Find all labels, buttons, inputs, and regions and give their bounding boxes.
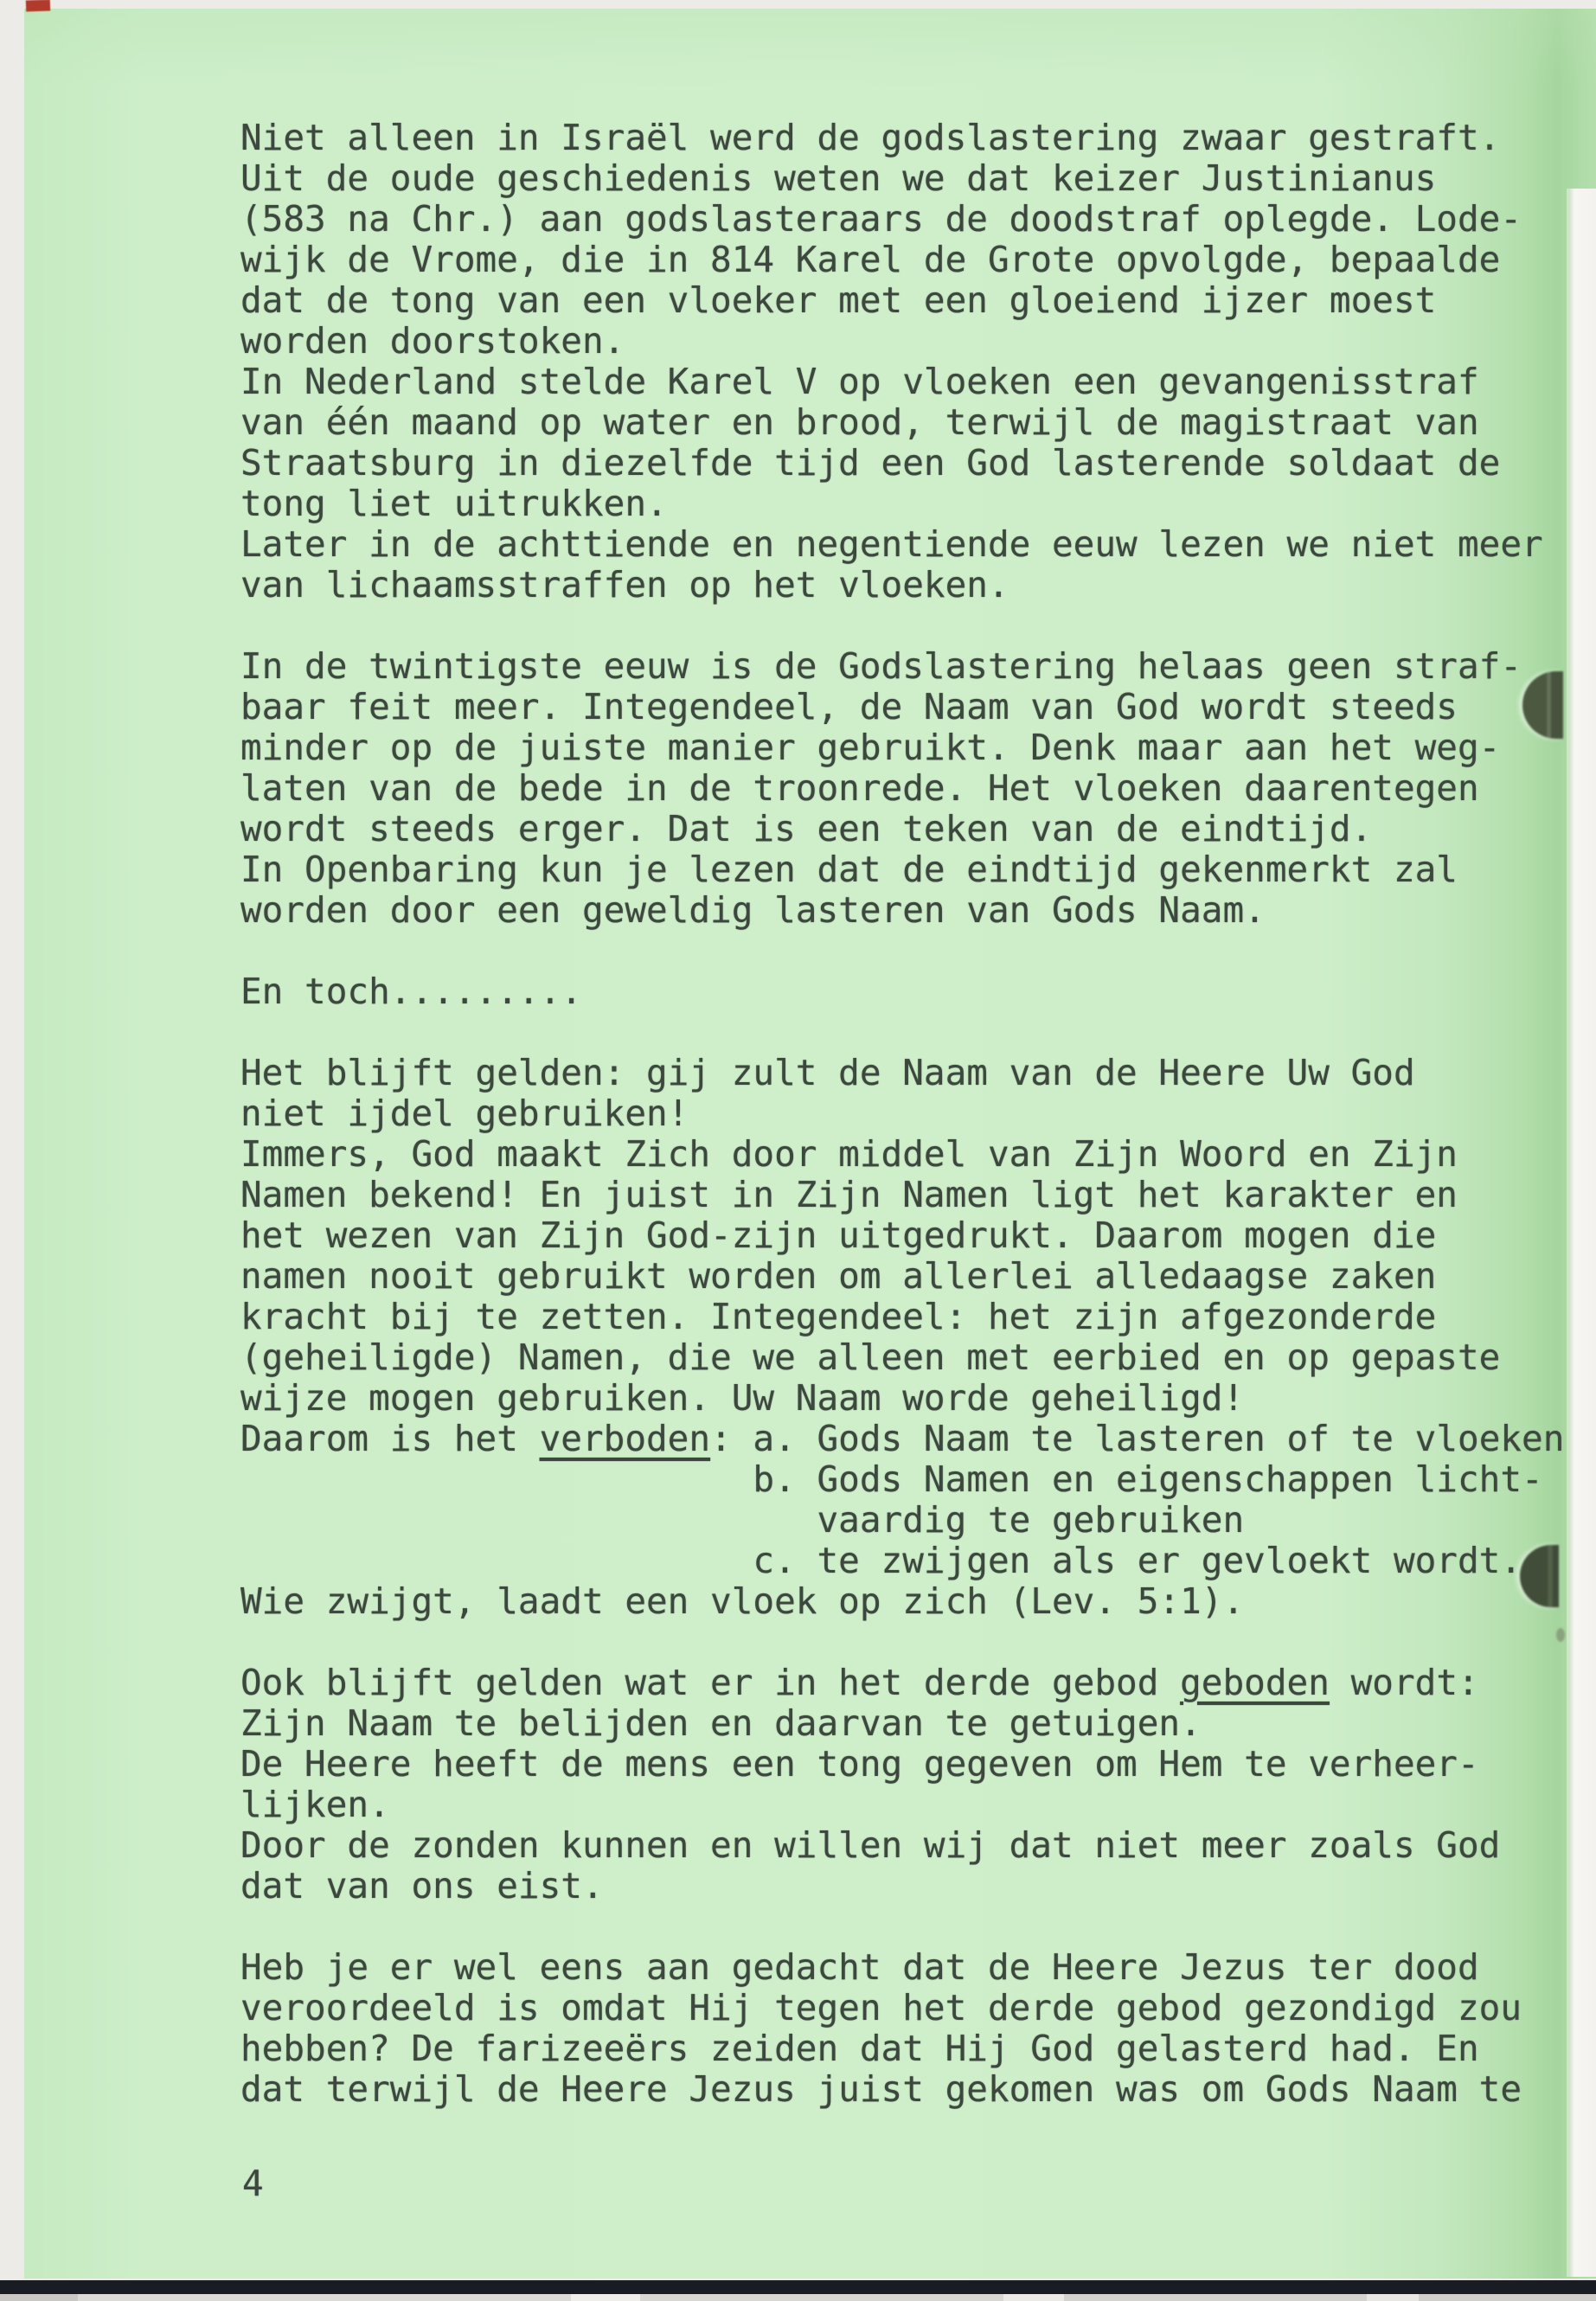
text-line: van lichaamsstraffen op het vloeken. (240, 564, 1010, 606)
text-line: In Nederland stelde Karel V op vloeken een gevangenisstraf (240, 361, 1479, 402)
text-line (240, 606, 1564, 646)
text-line (240, 931, 1564, 971)
scan-speck (1556, 1628, 1565, 1642)
text-line: (geheiligde) Namen, die we alleen met eerbied en op gepaste (240, 1336, 1501, 1378)
text-line: worden doorstoken. (240, 320, 625, 362)
text-line: Straatsburg in diezelfde tijd een God lasterende soldaat de (240, 442, 1501, 484)
page-text (240, 118, 1564, 2110)
text-line: kracht bij te zetten. Integendeel: het zijn afgezonderde (240, 1296, 1437, 1337)
text-line: veroordeeld is omdat Hij tegen het derde gebod gezondigd zou (240, 1987, 1522, 2029)
bottom-scan-strip (0, 2294, 1596, 2301)
text-line: vaardig te gebruiken (240, 1499, 1245, 1541)
text-line: dat van ons eist. (240, 1865, 604, 1907)
text-line: worden door een geweldig lasteren van Gods Naam. (240, 889, 1266, 931)
text-line: laten van de bede in de troonrede. Het vloeken daarentegen (240, 767, 1479, 809)
text-line: Heb je er wel eens aan gedacht dat de Heere Jezus ter dood (240, 1946, 1479, 1988)
text-line: Het blijft gelden: gij zult de Naam van de Heere Uw God (240, 1052, 1415, 1093)
text-line: b. Gods Namen en eigenschappen licht- (240, 1458, 1543, 1500)
text-line: hebben? De farizeeërs zeiden dat Hij God gelasterd had. En (240, 2028, 1479, 2069)
text-line: Immers, God maakt Zich door middel van Zijn Woord en Zijn (240, 1133, 1458, 1175)
text-line (240, 1012, 1564, 1053)
text-line: In de twintigste eeuw is de Godslastering helaas geen straf- (240, 645, 1522, 687)
text-line: Daarom is het verboden: a. Gods Naam te lasteren of te vloeken (240, 1418, 1565, 1459)
text-line: wijze mogen gebruiken. Uw Naam worde geheiligd! (240, 1377, 1245, 1419)
text-line: Door de zonden kunnen en willen wij dat niet meer zoals God (240, 1824, 1501, 1866)
text-line: het wezen van Zijn God-zijn uitgedrukt. Daarom mogen die (240, 1215, 1437, 1256)
text-line: c. te zwijgen als er gevloekt wordt. (240, 1540, 1522, 1581)
text-line: dat de tong van een vloeker met een gloeiend ijzer moest (240, 279, 1437, 321)
text-line: niet ijdel gebruiken! (240, 1093, 689, 1134)
red-corner-mark (26, 0, 50, 11)
text-line: Wie zwijgt, laadt een vloek op zich (Lev. 5:1). (240, 1580, 1245, 1622)
text-line (240, 1907, 1564, 1947)
text-line: minder op de juiste manier gebruikt. Denk maar aan het weg- (240, 727, 1501, 768)
text-line: En toch......... (240, 971, 582, 1012)
text-line: Later in de achttiende en negentiende eeuw lezen we niet meer (240, 523, 1543, 565)
right-page-edge (1567, 189, 1596, 2277)
text-line: wijk de Vrome, die in 814 Karel de Grote opvolgde, bepaalde (240, 239, 1501, 280)
text-line: (583 na Chr.) aan godslasteraars de doodstraf oplegde. Lode- (240, 198, 1522, 240)
text-line: Namen bekend! En juist in Zijn Namen ligt het karakter en (240, 1174, 1458, 1215)
text-line: De Heere heeft de mens een tong gegeven om Hem te verheer- (240, 1743, 1479, 1785)
text-line: van één maand op water en brood, terwijl de magistraat van (240, 401, 1479, 443)
bottom-scan-bar (0, 2280, 1596, 2294)
text-line: dat terwijl de Heere Jezus juist gekomen was om Gods Naam te (240, 2068, 1522, 2110)
text-line: baar feit meer. Integendeel, de Naam van God wordt steeds (240, 686, 1458, 727)
text-line (240, 1622, 1564, 1663)
page-number: 4 (242, 2163, 264, 2204)
text-line: Niet alleen in Israël werd de godslastering zwaar gestraft. (240, 117, 1501, 158)
text-line: In Openbaring kun je lezen dat de eindtijd gekenmerkt zal (240, 849, 1458, 890)
text-line: Ook blijft gelden wat er in het derde gebod geboden wordt: (240, 1662, 1479, 1703)
text-line: namen nooit gebruikt worden om allerlei alledaagse zaken (240, 1255, 1437, 1297)
scanned-page (24, 9, 1596, 2279)
text-line: wordt steeds erger. Dat is een teken van de eindtijd. (240, 808, 1373, 849)
text-line: Zijn Naam te belijden en daarvan te getuigen. (240, 1702, 1202, 1744)
text-line: tong liet uitrukken. (240, 483, 668, 524)
text-line: Uit de oude geschiedenis weten we dat keizer Justinianus (240, 157, 1437, 199)
text-line: lijken. (240, 1784, 390, 1825)
